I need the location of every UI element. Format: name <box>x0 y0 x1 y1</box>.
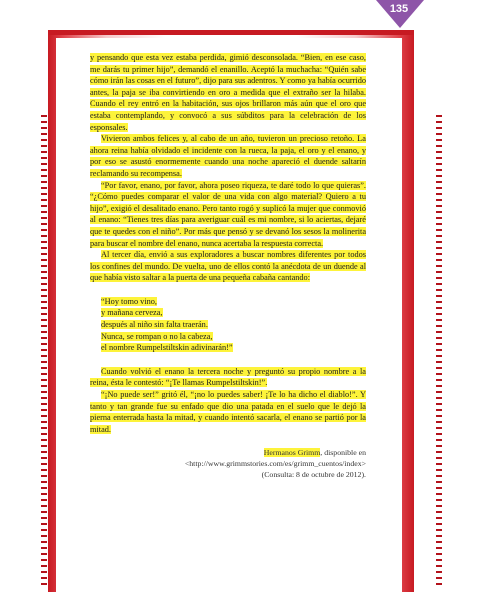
highlighted-text: “Por favor, enano, por favor, ahora poseo riqueza, te daré todo lo que quieras”. “¿Cómo puedes comparar el valor de una vida con algo material? Quiero a tu hijo”, exigió el desalitado enano. Pero tanto rogó y suplicó la mujer que conmovió al enano: “Tienes tres días para averiguar cuál es mi nombre, si lo aciertas, dejaré que te quedes con el niño”. Por más que pensó y se devanó los sesos la molinerita para buscar el nombre del enano, nunca acertaba la respuesta correcta. <box>90 180 366 248</box>
highlighted-text: y pensando que esta vez estaba perdida, gimió desconsolada. “Bien, en ese caso, me darás tu primer hijo”, demandó el enanillo. Aceptó la muchacha: “Quién sabe cómo irán las cosas en el futuro”, dijo para sus adentros. Y como ya había ocurrido antes, la paja se iba convirtiendo en oro a medida que el extraño ser la hilaba. Cuando el rey entró en la habitación, sus ojos brillaron más aún que el oro que estaba contemplando, y convocó a sus súbditos para la celebración de los esponsales. <box>90 53 366 132</box>
citation-url: <http://www.grimmstories.com/es/grimm_cuentos/index> <box>184 459 366 469</box>
story-paragraph <box>90 52 366 133</box>
poem <box>101 296 366 354</box>
highlighted-text: “¡No puede ser!” gritó él, “¡no lo puedes saber! ¡Te lo ha dicho el diablo!”. Y tanto y tan grande fue su enfado que dio una patada en el suelo que le dejó la pierna enterrada hasta la mitad, y cuando intentó sacarla, el enano se partió por la mitad. <box>90 390 366 434</box>
poem-line: el nombre Rumpelstiltskin adivinarán!” <box>101 343 233 353</box>
left-stitch-decoration <box>41 115 47 585</box>
source-citation <box>90 448 366 480</box>
poem-line: y mañana cerveza, <box>101 308 163 318</box>
page-number: 135 <box>389 3 409 15</box>
story-paragraph <box>90 389 366 435</box>
poem-line: Nunca, se rompan o no la cabeza, <box>101 331 213 341</box>
citation-author: Hermanos Grimm <box>263 448 321 458</box>
highlighted-text: Vivieron ambos felices y, al cabo de un año, tuvieron un precioso retoño. La ahora reina había olvidado el incidente con la rueca, la paja, el oro y el enano, y por eso se asustó enormemente cuando una noche apareció el duende saltarín reclamando su recompensa. <box>90 134 366 178</box>
story-paragraph <box>90 366 366 389</box>
highlighted-text: Al tercer día, envió a sus exploradores a buscar nombres diferentes por todos los confines del mundo. De vuelta, uno de ellos contó la anécdota de un duende al que había visto saltar a la puerta de una pequeña cabaña cantando: <box>90 250 366 283</box>
story-paragraph <box>90 133 366 179</box>
poem-line: después al niño sin falta traerán. <box>101 320 208 330</box>
story-text <box>90 52 366 481</box>
highlighted-text: Cuando volvió el enano la tercera noche y preguntó su propio nombre a la reina, ésta le contestó: “¡Te llamas Rumpelstiltskin!”. <box>90 366 366 388</box>
story-paragraph <box>90 249 366 284</box>
poem-line: “Hoy tomo vino, <box>101 296 157 306</box>
right-stitch-decoration <box>436 115 442 585</box>
frame-top-border <box>48 30 414 35</box>
story-paragraph <box>90 180 366 250</box>
citation-line: Hermanos Grimm, disponible en <box>263 448 366 458</box>
citation-date: (Consulta: 8 de octubre de 2012). <box>261 470 366 479</box>
